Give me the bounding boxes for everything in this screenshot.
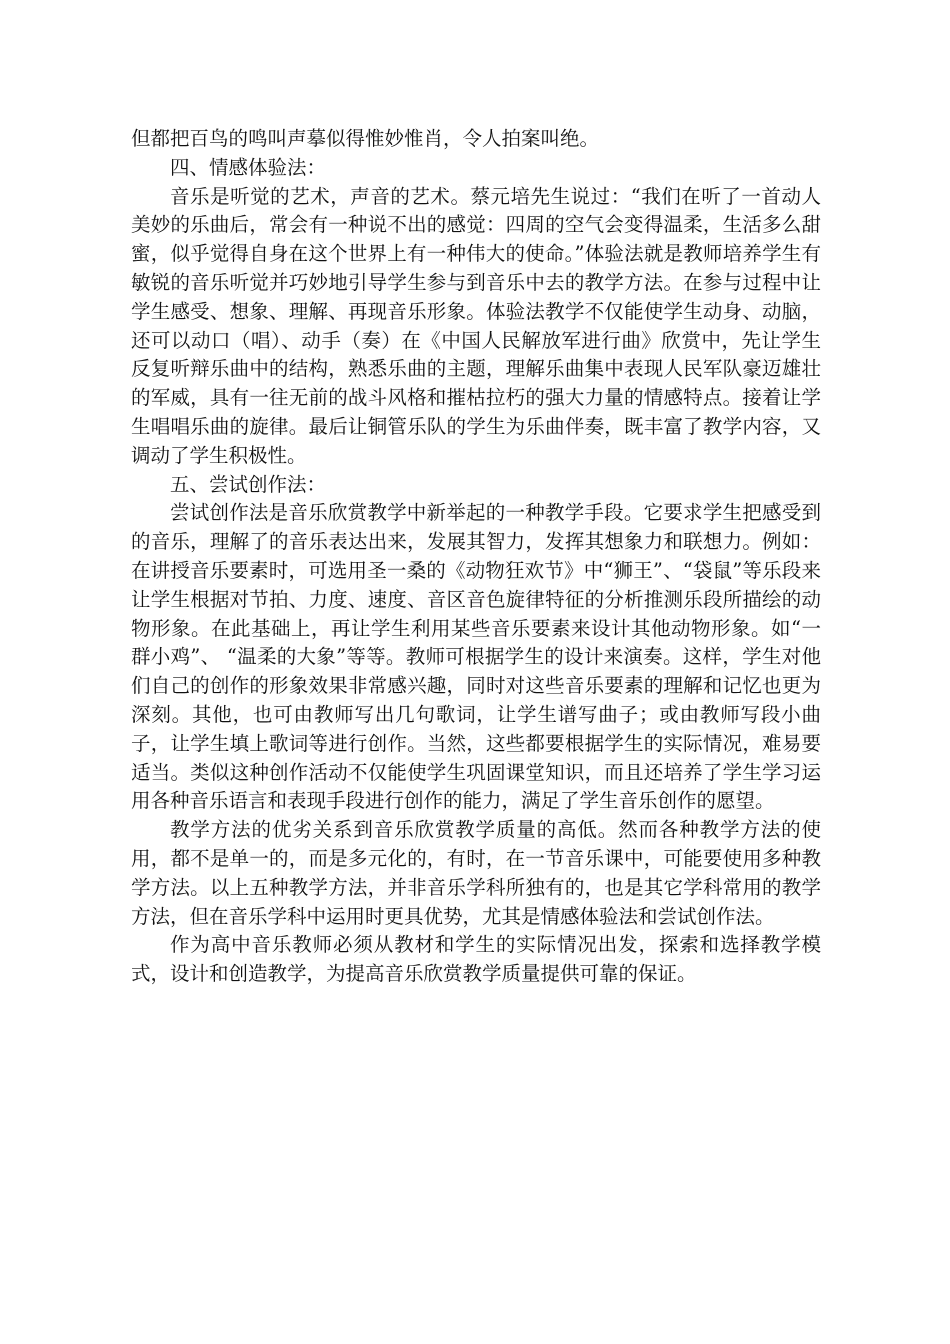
paragraph-teaching-methods: 教学方法的优劣关系到音乐欣赏教学质量的高低。然而各种教学方法的使用，都不是单一的，而是多元化的，有时，在一节音乐课中，可能要使用多种教学方法。以上五种教学方法，并非音乐学科所独有的，也是其它学科常用的教学方法，但在音乐学科中运用时更具优势，尤其是情感体验法和尝试创作法。 — [131, 818, 821, 928]
section-heading-trial-creation: 五、尝试创作法： — [170, 472, 327, 496]
document-body — [131, 125, 821, 989]
paragraph-continuation: 但都把百鸟的鸣叫声摹似得惟妙惟肖，令人拍案叫绝。 — [131, 127, 600, 150]
paragraph-trial-creation: 尝试创作法是音乐欣赏教学中新举起的一种教学手段。它要求学生把感受到的音乐，理解了的音乐表达出来，发展其智力，发挥其想象力和联想力。例如：在讲授音乐要素时，可选用圣一桑的《动物狂欢节》中“狮王”、“袋鼠”等乐段来让学生根据对节拍、力度、速度、音区音色旋律特征的分析推测乐段所描绘的动物形象。在此基础上，再让学生利用某些音乐要素来设计其他动物形象。如“一群小鸡”、 “温柔的大象”等等。教师可根据学生的设计来演奏。这样，学生对他们自己的创作的形象效果非常感兴趣，同时对这些音乐要素的理解和记忆也更为深刻。其他，也可由教师写出几句歌词，让学生谱写曲子；或由教师写段小曲子，让学生填上歌词等进行创作。当然，这些都要根据学生的实际情况，难易要适当。类似这种创作活动不仅能使学生巩固课堂知识，而且还培养了学生学习运用各种音乐语言和表现手段进行创作的能力，满足了学生音乐创作的愿望。 — [131, 501, 821, 813]
section-heading-emotional-experience: 四、情感体验法： — [170, 155, 327, 179]
paragraph-emotional-experience: 音乐是听觉的艺术，声音的艺术。蔡元培先生说过：“我们在听了一首动人美妙的乐曲后，常会有一种说不出的感觉：四周的空气会变得温柔，生活多么甜蜜，似乎觉得自身在这个世界上有一种伟大的使命。”体验法就是教师培养学生有敏锐的音乐听觉并巧妙地引导学生参与到音乐中去的教学方法。在参与过程中让学生感受、想象、理解、再现音乐形象。体验法教学不仅能使学生动身、动脑，还可以动口（唱）、动手（奏）在《中国人民解放军进行曲》欣赏中，先让学生反复听辩乐曲中的结构，熟悉乐曲的主题，理解乐曲集中表现人民军队豪迈雄壮的军威，具有一往无前的战斗风格和摧枯拉朽的强大力量的情感特点。接着让学生唱唱乐曲的旋律。最后让铜管乐队的学生为乐曲伴奏，既丰富了教学内容，又调动了学生积极性。 — [131, 184, 821, 467]
paragraph-conclusion: 作为高中音乐教师必须从教材和学生的实际情况出发，探索和选择教学模式，设计和创造教学，为提高音乐欣赏教学质量提供可靠的保证。 — [131, 933, 821, 986]
